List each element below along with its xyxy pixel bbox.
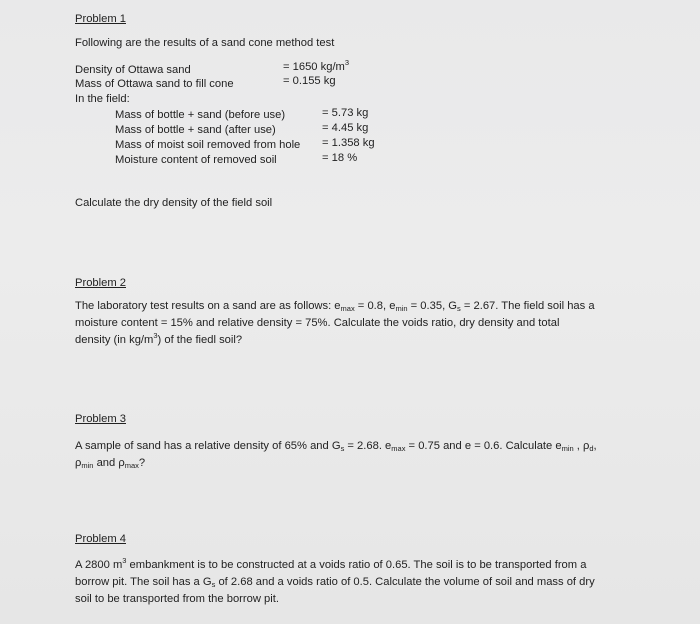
- field-row-value: = 4.45 kg: [322, 122, 369, 134]
- problem-2-line-1: The laboratory test results on a sand are as follows: $e_{max} = 0.8$, $e_{min} = 0.35$, $G_s = 2.67$. The field soil has a: [75, 300, 595, 313]
- problem-2-line-3: density (in $kg/m^3$) of the fiedl soil?: [75, 331, 243, 346]
- field-row-label: Mass of bottle + sand (before use): [115, 109, 286, 121]
- field-row-value: = 18 %: [322, 152, 358, 164]
- density-value: = 1650 $kg/m^3$: [283, 58, 350, 73]
- mass-value: = 0.155 kg: [283, 75, 336, 87]
- problem-3-line-2: $\rho_{min}$ and $\rho_{max}$?: [75, 457, 146, 470]
- problem-4-line-3: soil to be transported from the borrow pit.: [75, 593, 279, 605]
- problem-3-title: Problem 3: [75, 413, 126, 425]
- problem-1-intro: Following are the results of a sand cone method test: [75, 37, 335, 49]
- mass-label: Mass of Ottawa sand to fill cone: [75, 78, 234, 90]
- field-heading: In the field:: [75, 93, 130, 105]
- problem-4-line-2: borrow pit. The soil has a $G_s$ of 2.68 and a voids ratio of 0.5. Calculate the volume of soil and mass of dry: [75, 576, 595, 589]
- field-row-label: Mass of bottle + sand (after use): [115, 124, 276, 136]
- field-row-value: = 5.73 kg: [322, 107, 369, 119]
- field-row-label: Moisture content of removed soil: [115, 154, 277, 166]
- field-row-label: Mass of moist soil removed from hole: [115, 139, 301, 151]
- problem-4-title: Problem 4: [75, 533, 126, 545]
- problem-3-line-1: A sample of sand has a relative density of 65% and $G_s = 2.68$. $e_{max} = 0.75$ and e = 0.6. Calculate $e_{min}$ , $\rho_d$,: [75, 440, 597, 453]
- density-label: Density of Ottawa sand: [75, 64, 191, 76]
- problem-2-line-2: moisture content = 15% and relative density = 75%. Calculate the voids ratio, dry density and total: [75, 317, 560, 329]
- problem-1-title: Problem 1: [75, 13, 126, 25]
- problem-2-title: Problem 2: [75, 277, 126, 289]
- field-row-value: = 1.358 kg: [322, 137, 375, 149]
- problem-4-line-1: A 2800 $m^3$ embankment is to be constructed at a voids ratio of 0.65. The soil is to be transported from a: [75, 556, 587, 571]
- problem-1-question: Calculate the dry density of the field soil: [75, 197, 273, 209]
